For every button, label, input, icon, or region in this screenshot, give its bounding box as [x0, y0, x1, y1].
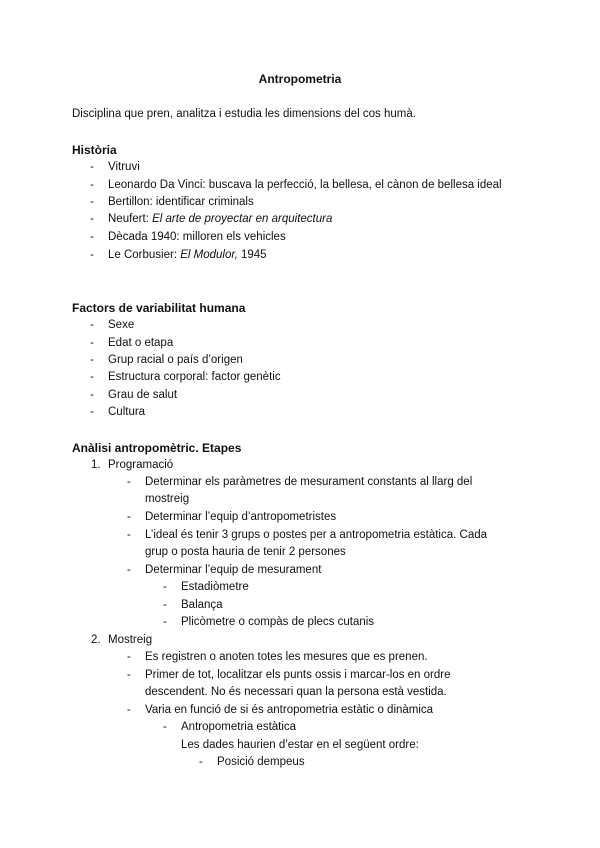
list-item: - Varia en funció de si és antropometria estàtic o dinàmica — [127, 704, 434, 716]
list-item: - Dècada 1940: milloren els vehicles — [90, 231, 286, 243]
list-item: - Determinar els paràmetres de mesurament constants al llarg del — [127, 476, 473, 488]
step-2: 2. Mostreig — [91, 634, 153, 646]
intro-paragraph: Disciplina que pren, analitza i estudia les dimensions del cos humà. — [72, 108, 416, 120]
section-heading-historia: Història — [72, 143, 117, 157]
list-item: - Primer de tot, localitzar els punts ossis i marcar-los en ordre — [127, 669, 451, 681]
list-item: - Grup racial o país d’origen — [90, 354, 243, 366]
note-text: Les dades haurien d’estar en el següent ordre: — [181, 739, 419, 751]
list-item: - L’ideal és tenir 3 grups o postes per a antropometria estàtica. Cada — [127, 529, 488, 541]
list-item: - Sexe — [90, 319, 135, 331]
list-item: - Estructura corporal: factor genètic — [90, 371, 281, 383]
list-item: - Cultura — [90, 406, 146, 418]
list-item: - Grau de salut — [90, 389, 178, 401]
list-item: - Estadiòmetre — [163, 581, 249, 593]
list-item: - Posició dempeus — [199, 756, 305, 768]
list-item-continuation: mostreig — [145, 493, 190, 505]
section-heading-factors: Factors de variabilitat humana — [72, 301, 246, 315]
list-item: - Plicòmetre o compàs de plecs cutanis — [163, 616, 375, 628]
list-item: - Neufert: El arte de proyectar en arquitectura — [90, 213, 333, 225]
list-item-continuation: grup o posta hauria de tenir 2 persones — [145, 546, 346, 558]
step-1: 1. Programació — [91, 459, 174, 471]
list-item: - Edat o etapa — [90, 337, 174, 349]
section-heading-analisi: Anàlisi antropomètric. Etapes — [72, 441, 242, 455]
list-item: - Vitruvi — [90, 161, 140, 173]
list-item-continuation: descendent. No és necessari quan la persona està vestida. — [145, 686, 447, 698]
list-item: - Le Corbusier: El Modulor, 1945 — [90, 249, 267, 261]
list-item: - Balança — [163, 599, 223, 611]
list-item: - Antropometria estàtica — [163, 721, 297, 733]
list-item: - Determinar l’equip d’antropometristes — [127, 511, 337, 523]
list-item: - Determinar l’equip de mesurament — [127, 564, 322, 576]
page-title: Antropometria — [258, 72, 342, 86]
list-item: - Bertillon: identificar criminals — [90, 196, 254, 208]
list-item: - Leonardo Da Vinci: buscava la perfecció, la bellesa, el cànon de bellesa ideal — [90, 179, 502, 191]
list-item: - Es registren o anoten totes les mesures que es prenen. — [127, 651, 428, 663]
